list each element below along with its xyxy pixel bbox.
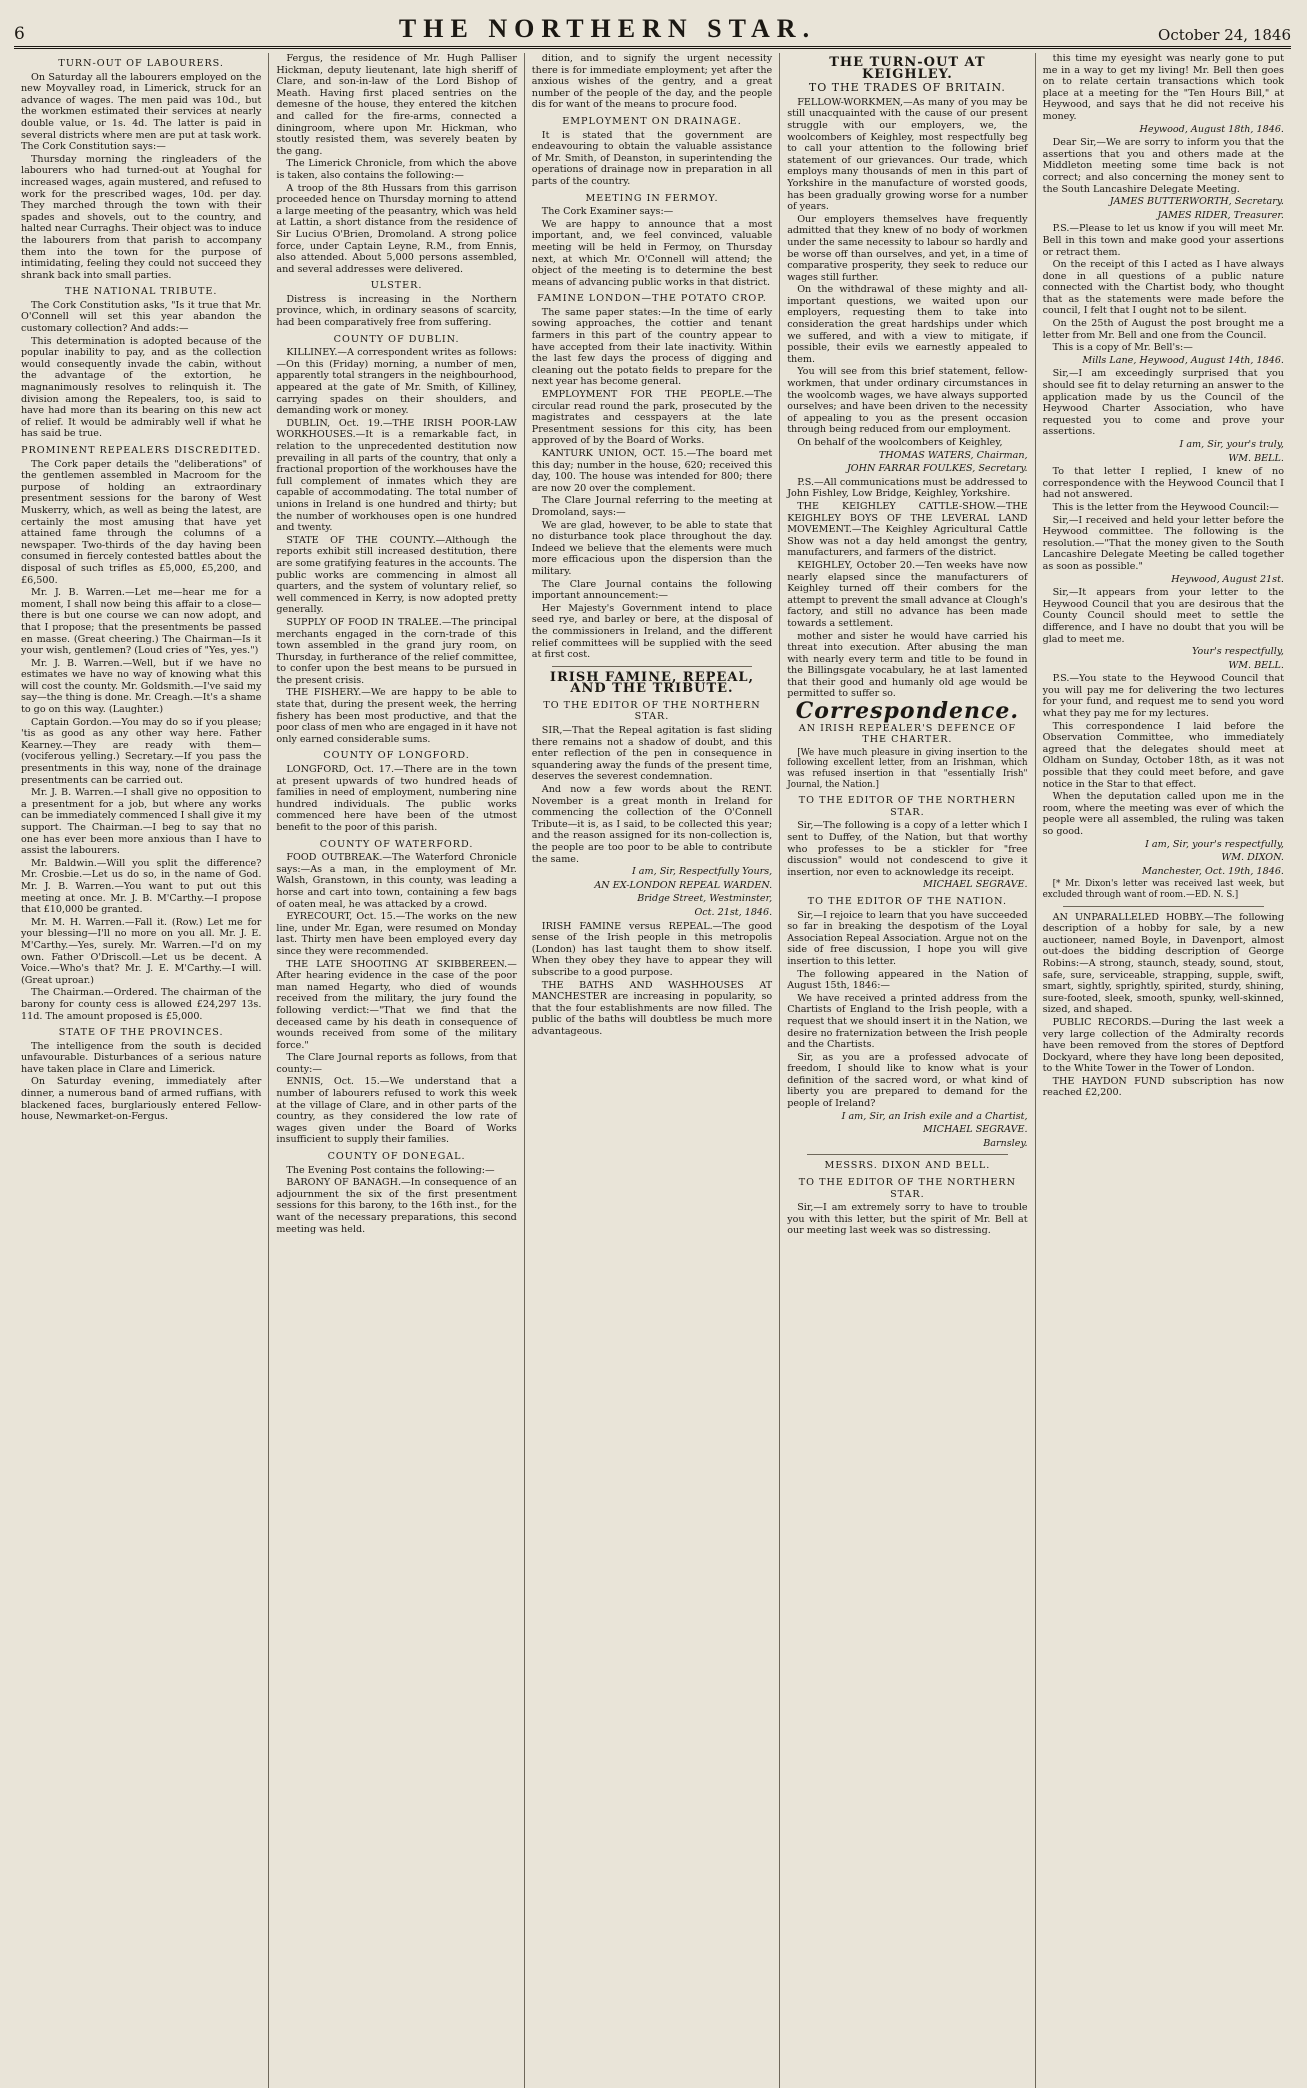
paragraph: On Saturday evening, immediately after dinner, a numerous band of armed ruffians, with blackened faces, burglariously entered Fellow-house, Newmarket-on-Fergus. [21,1076,262,1123]
paragraph: Sir,—It appears from your letter to the Heywood Council that you are desirous that the County Council should meet to settle the difference, and I have no doubt that you will be glad to meet me. [1042,587,1284,645]
paragraph: The Chairman.—Ordered. The chairman of the barony for county cess is allowed £24,297 13s. 11d. The amount proposed is £5,000. [21,987,262,1022]
paragraph: When the deputation called upon me in the room, where the meeting was ever of which the people were all assembled, the ruling was taken so good. [1042,791,1284,837]
column-3 [525,53,780,2088]
issue-date: October 24, 1846 [1158,26,1291,44]
paragraph: mother and sister he would have carried his threat into execution. After abusing the man with nearly every term and title to be found in the Billingsgate vocabulary, he at last lamented that their good and humanly old age would be permitted to suffer so. [787,630,1028,700]
signature: WM. DIXON. [1221,852,1284,864]
paragraph: SIR,—That the Repeal agitation is fast sliding there remains not a shadow of doubt, and this enter reflection of the pen in consequence in squandering away the funds of the present time, deserves the severest condemnation. [531,725,773,783]
heading: THE TURN-OUT AT KEIGHLEY. [829,55,986,82]
paragraph: This correspondence I laid before the Observation Committee, who immediately agreed that the delegates should meet at Oldham on Sunday, October 18th, as it was not possible that they could meet before, and gave notice in the Star to that effect. [1042,720,1284,790]
paragraph: PUBLIC RECORDS.—During the last week a very large collection of the Admiralty records have been removed from the stores of Deptford Dockyard, where they have long been deposited, to the White Tower in the Tower of London. [1042,1016,1284,1075]
heading: COUNTY OF DONEGAL. [327,1151,466,1163]
signature: THOMAS WATERS, Chairman, [878,449,1028,461]
signature: I am, Sir, your's truly, [1179,439,1284,450]
page-number: 6 [14,24,25,44]
paragraph: Sir,—I am extremely sorry to have to trouble you with this letter, but the spirit of Mr. Bell at our meeting last week was so distressing. [787,1202,1028,1237]
paragraph: BARONY OF BANAGH.—In consequence of an adjournment the six of the first presentment sessions for this barony, to the 16th inst., for the want of the necessary preparations, this second meeting was held. [276,1177,517,1235]
paragraph: The Limerick Chronicle, from which the above is taken, also contains the following:— [276,158,517,181]
paragraph: A troop of the 8th Hussars from this garrison proceeded hence on Thursday morning to attend a large meeting of the peasantry, which was held at Lattin, a short distance from the residence of Sir Lucius O'Brien, Dromoland. A strong police force, under Captain Leyne, R.M., from Ennis, also attended. About 5,000 persons assembled, and several addresses were delivered. [276,182,517,275]
paragraph: P.S.—You state to the Heywood Council that you will pay me for delivering the two lectures for your fund, and request me to send you word what they pay me for my lectures. [1042,673,1284,720]
paragraph: We are glad, however, to be able to state that no disturbance took place throughout the day. Indeed we believe that the elements were much more efficacious upon the dispersion than the military. [531,519,773,577]
paragraph: The intelligence from the south is decided unfavourable. Disturbances of a serious nature have taken place in Clare and Limerick. [21,1040,262,1075]
paragraph: THE LATE SHOOTING AT SKIBBEREEN.—After hearing evidence in the case of the poor man named Hegarty, who died of wounds received from the military, the jury found the following verdict:—"That we find that the deceased came by his death in consequence of wounds received from some of the military force." [276,958,517,1051]
paragraph: ENNIS, Oct. 15.—We understand that a number of labourers refused to work this week at the village of Clare, and in other parts of the country, as they considered the low rate of wages given under the Board of Works insufficient to supply their families. [276,1076,517,1146]
paragraph: DUBLIN, Oct. 19.—THE IRISH POOR-LAW WORKHOUSES.—It is a remarkable fact, in relation to the unprecedented destitution now prevailing in all parts of the country, that only a fractional proportion of the workhouses have the full complement of inmates which they are capable of accommodating. The total number of unions in Ireland is one hundred and thirty; but the number of workhouses open is one hundred and twenty. [276,417,517,534]
paragraph: P.S.—All communications must be addressed to John Fishley, Low Bridge, Keighley, Yorkshire. [787,476,1028,500]
paragraph: Sir, as you are a professed advocate of freedom, I should like to know what is your definition of the sacred word, or what kind of liberty you are prepared to demand for the people of Ireland? [787,1051,1028,1110]
paragraph: It is stated that the government are endeavouring to obtain the valuable assistance of Mr. Smith, of Deanston, in superintending the operations of drainage now in preparation in all parts of the country. [531,129,773,187]
paragraph: The Clare Journal reports as follows, from that county:— [276,1052,517,1075]
paragraph: Mr. J. B. Warren.—I shall give no opposition to a presentment for a job, but where any works can be immediately commenced I shall give it my support. The Chairman.—I beg to say that no one has ever been more anxious than I have to assist the labourers. [21,787,262,857]
heading: TO THE EDITOR OF THE NORTHERN STAR. [798,1177,1017,1200]
dateline: Manchester, Oct. 19th, 1846. [1141,865,1284,877]
paragraph: THE FISHERY.—We are happy to be able to state that, during the present week, the herring fishery has been most productive, and that the poor class of men who are engaged in it have not only earned considerable sums. [276,687,517,745]
paragraph: The Cork Examiner says:— [541,206,674,218]
article-columns [14,53,1291,2088]
paragraph: P.S.—Please to let us know if you will meet Mr. Bell in this town and make good your assertions or retract them. [1042,223,1284,258]
signature: JAMES BUTTERWORTH, Secretary. [1109,196,1284,208]
paragraph: The Clare Journal referring to the meeting at Dromoland, says:— [531,495,773,518]
paragraph: Mr. J. B. Warren.—Well, but if we have no estimates we have no way of knowing what this will cost the county. Mr. Goldsmith.—I've said my say—the thing is done. Mr. Creagh.—It's a shame to go on this way. (Laughter.) [21,657,262,716]
paragraph: SUPPLY OF FOOD IN TRALEE.—The principal merchants engaged in the corn-trade of this town assembled in the grand jury room, on Thursday, in furtherance of the relief committee, to confer upon the best means to be pursued in the present crisis. [276,616,517,686]
paragraph: EMPLOYMENT FOR THE PEOPLE.—The circular read round the park, prosecuted by the magistrates and cesspayers at the late Presentment sessions for this city, has been approved of by the Board of Works. [531,389,773,447]
paragraph: Mr. Baldwin.—Will you split the difference? Mr. Crosbie.—Let us do so, in the name of God. Mr. J. B. Warren.—You want to put out this meeting at once. Mr. J. B. M'Carthy.—I propose that £10,000 be granted. [21,857,262,916]
signature: WM. BELL. [1228,659,1284,671]
paragraph: LONGFORD, Oct. 17.—There are in the town at present upwards of two hundred heads of families in need of employment, numbering nine hundred individuals. The public works commenced here have been of the utmost benefit to the poor of this parish. [276,764,517,833]
paragraph: Thursday morning the ringleaders of the labourers who had turned-out at Youghal for increased wages, again mustered, and refused to work for the prescribed wages, 10d. per day. They marched through the town with their spades and shovels, out to the country, and halted near Curraghs. Their object was to induce the labourers from that parish to accompany them into the town for the purpose of intimidating, feeling they could not succeed they shrank back into small parties. [21,153,262,281]
signature: Oct. 21st, 1846. [694,906,773,918]
paragraph: dition, and to signify the urgent necessity there is for immediate employment; yet after the anxious wishes of the gentry, and a great number of the people of the day, and the people dis for want of the means to procure food. [531,53,773,111]
heading: STATE OF THE PROVINCES. [58,1027,224,1039]
paragraph: Sir,—The following is a copy of a letter which I sent to Duffey, of the Nation, but that worthy who professes to be a stickler for "free discussion" would not condescend to give it insertion, nor even to acknowledge its receipt. [787,820,1028,878]
paragraph: To that letter I replied, I knew of no correspondence with the Heywood Council that I had not answered. [1042,466,1284,501]
signature: I am, Sir, Respectfully Yours, [631,866,773,878]
dateline: Mills Lane, Heywood, August 14th, 1846. [1082,354,1284,366]
heading: EMPLOYMENT ON DRAINAGE. [562,115,742,127]
paragraph: EYRECOURT, Oct. 15.—The works on the new line, under Mr. Egan, were resumed on Monday last. Thirty men have been employed every day since they were recommended. [276,911,517,957]
paragraph: We are happy to announce that a most important, and, we feel convinced, valuable meeting will be held in Fermoy, on Thursday next, at which Mr. O'Connell will attend; the object of the meeting is to determine the best means of advancing public works in that district. [531,218,773,288]
paragraph: And now a few words about the RENT. November is a great month in Ireland for commencing the collection of the O'Connell Tribute—it is, as I said, to be collected this year; and the reason assigned for its non-collection is, the people are too poor to be able to contribute the same. [531,784,773,865]
signature: MICHAEL SEGRAVE. [923,879,1028,891]
dateline: Heywood, August 18th, 1846. [1139,123,1284,135]
paragraph: The same paper states:—In the time of early sowing approaches, the cottier and tenant farmers in this part of the country appear to have accepted from their late inactivity. Within the last few days the process of digging and cleaning out the potato fields to prepare for the next year has become general. [531,306,773,388]
column-2 [269,53,524,2088]
paragraph: Fergus, the residence of Mr. Hugh Palliser Hickman, deputy lieutenant, late high sheriff of Clare, and son-in-law of the Lord Bishop of Meath. Having first placed sentries on the demesne of the house, they entered the kitchen and called for the fire-arms, connected a diningroom, where upon Mr. Hickman, who stoutly resisted them, was severely beaten by the gang. [276,53,517,157]
signature: AN EX-LONDON REPEAL WARDEN. [594,879,773,891]
paragraph: This determination is adopted because of the popular inability to pay, and as the collection would consequently invade the cabin, without the advantage of the extortion, he magnanimously resolves to relinquish it. The division among the Repealers, too, is said to have had more than its bearing on this new act of relief. It would be admirably well if what he has said be true. [21,335,262,440]
column-1 [14,53,269,2088]
paragraph: Sir,—I am exceedingly surprised that you should see fit to delay returning an answer to the application made by us the Council of the Heywood Charter Association, who have requested you to come and prove your assertions. [1042,368,1284,438]
signature: JOHN FARRAR FOULKES, Secretary. [846,463,1028,475]
heading: TO THE EDITOR OF THE NATION. [807,895,1007,907]
divider [1063,906,1264,907]
paragraph: KEIGHLEY, October 20.—Ten weeks have now nearly elapsed since the manufacturers of Keighley turned off their combers for the attempt to prevent the small advance at Clough's factory, and still no advance has been made towards a settlement. [787,559,1028,629]
heading: THE NATIONAL TRIBUTE. [64,286,218,298]
paragraph: Her Majesty's Government intend to place seed rye, and barley or bere, at the disposal of the commissioners in Ireland, and the different relief committees will be supplied with the seed at first cost. [531,602,773,661]
signature: I am, Sir, an Irish exile and a Chartist, [841,1110,1028,1122]
paragraph: THE KEIGHLEY CATTLE-SHOW.—THE KEIGHLEY BOYS OF THE LEVERAL LAND MOVEMENT.—The Keighley Agricultural Cattle Show was not a day held amongst the gentry, manufacturers, and farmers of the district. [787,500,1028,559]
signature: MICHAEL SEGRAVE. [923,1124,1028,1136]
letter-heading: IRISH FAMINE, REPEAL, AND THE TRIBUTE. [549,669,755,697]
paragraph: STATE OF THE COUNTY.—Although the reports exhibit still increased destitution, there are some gratifying features in the accounts. The public works are commencing in almost all quarters, and the system of voluntary relief, so well commenced in Kerry, is now adopted pretty generally. [276,534,517,616]
signature: Your's respectfully, [1192,646,1284,658]
paragraph: On behalf of the woolcombers of Keighley, [797,437,1003,448]
paragraph: On the withdrawal of these mighty and all-important questions, we waited upon our employers, requesting them to take into consideration the great hardships under which we suffered, and with a view to mitigate, if possible, their evils we earnestly appealed to them. [787,284,1028,365]
paragraph: [We have much pleasure in giving insertion to the following excellent letter, from an Irishman, which was refused insertion in that "essentially Irish" Journal, the Nation.] [787,747,1028,790]
column-4 [780,53,1035,2088]
paragraph: This is a copy of Mr. Bell's:— [1052,342,1193,354]
paragraph: FOOD OUTBREAK.—The Waterford Chronicle says:—As a man, in the employment of Mr. Walsh, Granstown, in this county, was leading a horse and cart into town, containing a few bags of oaten meal, he was attacked by a crowd. [276,852,517,910]
paragraph: AN UNPARALLELED HOBBY.—The following description of a hobby for sale, by a new auctioneer, named Boyle, in Davenport, almost out-does the bidding description of George Robins:—A strong, staunch, steady, sound, stout, safe, sure, serviceable, strapping, supple, swift, smart, sightly, sprightly, spirited, sturdy, shining, sure-footed, sleek, smooth, spunky, well-skinned, sized, and shaped. [1042,911,1284,1016]
paragraph: Sir,—I rejoice to learn that you have succeeded so far in breaking the despotism of the Loyal Association Repeal Association. Argue not on the side of free discussion, I hope you will give insertion to this letter. [787,909,1028,967]
dateline: Heywood, August 21st. [1171,573,1284,585]
paragraph: KILLINEY.—A correspondent writes as follows:—On this (Friday) morning, a number of men, apparently total strangers in the neighbourhood, appeared at the gate of Mr. Smith, of Killiney, carrying spades on their shoulders, and demanding work or money. [276,347,517,417]
letter-subheading: TO THE EDITOR OF THE NORTHERN STAR. [543,699,761,723]
heading: TURN-OUT OF LABOURERS. [58,58,224,69]
heading: PROMINENT REPEALERS DISCREDITED. [21,445,262,456]
paragraph: The following appeared in the Nation of August 15th, 1846:— [787,968,1028,992]
paragraph: Our employers themselves have frequently admitted that they knew of no body of workmen under the same necessity to labour so hardly and be worse off than ourselves, and yet, in a time of comparative prosperity, they seek to reduce our wages still further. [787,213,1028,283]
signature: WM. BELL. [1228,452,1284,464]
paragraph: Dear Sir,—We are sorry to inform you that the assertions that you and others made at the Middleton meeting some time back is not correct; and also concerning the money sent to the South Lancashire Delegate Meeting. [1042,137,1284,195]
signature: I am, Sir, your's respectfully, [1145,838,1284,850]
newspaper-title: THE NORTHERN STAR. [398,14,817,43]
paragraph: IRISH FAMINE versus REPEAL.—The good sense of the Irish people in this metropolis (London) has last taught them to show itself. When they obey they have to appear they will subscribe to a good purpose. [531,920,773,978]
signature: Bridge Street, Westminster, [637,893,773,905]
paragraph: On Saturday all the labourers employed on the new Moyvalley road, in Limerick, struck for an advance of wages. The men paid was 10d., but the workmen estimated their services at nearly double value, or 1s. 4d. The latter is paid in several districts where men are put at task work. The Cork Constitution says:— [21,71,262,153]
divider [807,1154,1007,1155]
signature: Barnsley. [983,1137,1028,1149]
paragraph: The Evening Post contains the following:— [286,1164,495,1176]
paragraph: THE HAYDON FUND subscription has now reached £2,200. [1042,1075,1284,1099]
paragraph: FELLOW-WORKMEN,—As many of you may be still unacquainted with the cause of our present struggle with our employers, we, the woolcombers of Keighley, most respectfully beg to call your attention to the following brief statement of our grievances. Our trade, which employs many thousands of men in this part of Yorkshire in the manufacture of worsted goods, has been gradually growing worse for a number of years. [787,96,1028,213]
column-5 [1036,53,1291,2088]
paragraph: Sir,—I received and held your letter before the Heywood committee. The following is the resolution.—"That the money given to the South Lancashire Delegate Meeting be called together as soon as possible." [1042,514,1284,572]
paragraph: KANTURK UNION, OCT. 15.—The board met this day; number in the house, 620; received this day, 100. The house was intended for 800; there are now 20 over the complement. [531,448,773,494]
paragraph: Captain Gordon.—You may do so if you please; 'tis as good as any other way here. Father Kearney.—They are ready with them—(vociferous yelling.) Secretary.—If you pass the presentments in this way, none of the drainage presentments can be carried out. [21,716,262,786]
heading: MEETING IN FERMOY. [585,192,719,204]
heading: COUNTY OF WATERFORD. [319,838,474,850]
heading: FAMINE LONDON—THE POTATO CROP. [537,293,767,305]
heading: TO THE EDITOR OF THE NORTHERN STAR. [798,795,1017,818]
paragraph: The Cork Constitution asks, "Is it true that Mr. O'Connell will set this year abandon the customary collection? And adds:— [21,299,262,335]
section-heading: Correspondence. [795,698,1019,725]
signature: JAMES RIDER, Treasurer. [1157,209,1284,221]
paragraph: THE BATHS AND WASHHOUSES AT MANCHESTER are increasing in popularity, so that the four establishments are now filled. The public of the baths will doubtless be much more advantageous. [531,979,773,1037]
heading: ULSTER. [370,280,423,292]
paragraph: On the 25th of August the post brought me a letter from Mr. Bell and one from the Council. [1042,318,1284,341]
divider [552,666,752,667]
paragraph: The Clare Journal contains the following important announcement:— [531,578,773,602]
paragraph: Mr. J. B. Warren.—Let me—hear me for a moment, I shall now being this affair to a close—there is but one course we can now adopt, and that I propose; that the presentments be passed en masse. (Great cheering.) The Chairman—Is it your wish, gentlemen? (Loud cries of "Yes, yes.") [21,587,262,657]
paragraph: You will see from this brief statement, fellow-workmen, that under ordinary circumstances in the woolcomb wages, we have always supported ourselves; and have been driven to the necessity of appealing to you as the present occasion through being reduced from our employment. [787,366,1028,436]
editor-note: [* Mr. Dixon's letter was received last week, but excluded through want of room.—ED. N. S.] [1042,879,1284,900]
heading: AN IRISH REPEALER'S DEFENCE OF THE CHARTER. [798,722,1017,746]
paragraph: Distress is increasing in the Northern province, which, in ordinary seasons of scarcity, had been comparatively free from suffering. [276,293,517,329]
heading: MESSRS. DIXON AND BELL. [824,1160,991,1172]
masthead [14,8,1291,49]
heading: COUNTY OF LONGFORD. [323,750,470,762]
paragraph: We have received a printed address from the Chartists of England to the Irish people, with a request that we should insert it in the Nation, we desire no fraternization between the Irish people and the Chartists. [787,992,1028,1051]
paragraph: Mr. M. H. Warren.—Fall it. (Row.) Let me for your blessing—I'll no more on you all. Mr. J. E. M'Carthy.—Yes, surely. Mr. Warren.—I'd on my own. Father O'Driscoll.—Let us be decent. A Voice.—Who's that? Mr. J. E. M'Carthy.—I will. (Great uproar.) [21,916,262,986]
heading: COUNTY OF DUBLIN. [333,333,460,345]
subheading: TO THE TRADES OF BRITAIN. [808,81,1006,95]
paragraph: The Cork paper details the "deliberations" of the gentlemen assembled in Macroom for the purpose of holding an extraordinary presentment sessions for the barony of West Muskerry, which, as well as being the latest, are certainly the most amusing that have yet attained fame through the columns of a newspaper. Two-thirds of the day having been consumed in fiercely contested battles about the disposal of such trifles as £5,000, £5,200, and £6,500. [21,458,262,586]
paragraph: This is the letter from the Heywood Council:— [1052,501,1279,513]
paragraph: On the receipt of this I acted as I have always done in all questions of a public nature connected with the Chartist body, who thought that as the statements were made before the council, I felt that I ought not to be silent. [1042,259,1284,317]
paragraph: this time my eyesight was nearly gone to put me in a way to get my living! Mr. Bell then goes on to relate certain transactions which took place at a meeting for the "Ten Hours Bill," at Heywood, and says that he did not receive his money. [1042,53,1284,122]
